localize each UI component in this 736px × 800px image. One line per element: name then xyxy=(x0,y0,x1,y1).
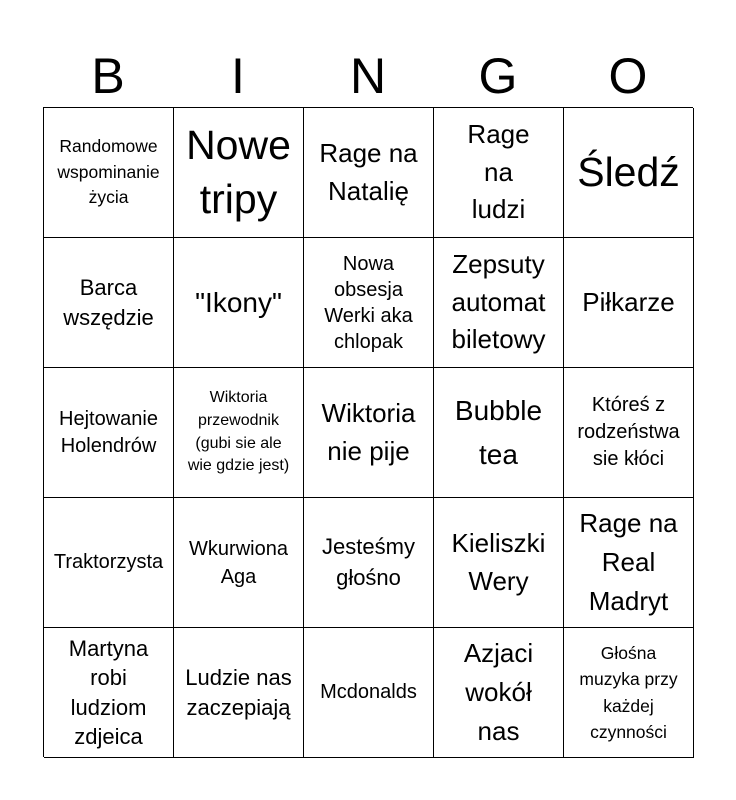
cell-text: Mcdonalds xyxy=(320,681,417,703)
cell-text: Rage na Real Madryt xyxy=(579,508,678,616)
bingo-cell-r3c3[interactable] xyxy=(304,368,434,498)
bingo-cell-r4c1[interactable] xyxy=(44,498,174,628)
bingo-cell-r1c5[interactable] xyxy=(564,108,694,238)
bingo-cell-r4c2[interactable] xyxy=(174,498,304,628)
bingo-cell-r5c4[interactable] xyxy=(434,628,564,758)
bingo-cell-r4c4[interactable] xyxy=(434,498,564,628)
header-letter-g: G xyxy=(478,48,518,104)
cell-text: Wiktoria przewodnik (gubi sie ale wie gdzie jest) xyxy=(187,389,290,475)
cell-text: Martyna robi ludziom zdjeica xyxy=(68,636,149,749)
bingo-cell-r3c1[interactable] xyxy=(44,368,174,498)
bingo-cell-r2c3[interactable] xyxy=(304,238,434,368)
cell-text: Wiktoria nie pije xyxy=(321,397,416,466)
bingo-cell-r5c5[interactable] xyxy=(564,628,694,758)
bingo-cell-r2c5[interactable] xyxy=(564,238,694,368)
cell-text: Kieliszki Wery xyxy=(451,527,546,596)
cell-text: Nowe tripy xyxy=(186,122,291,222)
bingo-cell-r4c3[interactable] xyxy=(304,498,434,628)
cell-text: Śledź xyxy=(577,148,680,195)
bingo-board xyxy=(43,107,693,757)
bingo-cell-r1c1[interactable] xyxy=(44,108,174,238)
bingo-cell-r2c1[interactable] xyxy=(44,238,174,368)
bingo-cell-r1c2[interactable] xyxy=(174,108,304,238)
cell-text: Randomowe wspominanie życia xyxy=(57,135,160,208)
bingo-cell-r5c1[interactable] xyxy=(44,628,174,758)
cell-text: Głośna muzyka przy każdej czynności xyxy=(579,643,678,742)
header-letter-i: I xyxy=(231,48,245,104)
cell-text: Któreś z rodzeństwa sie kłóci xyxy=(577,394,680,470)
bingo-cell-r2c4[interactable] xyxy=(434,238,564,368)
cell-text: Rage na ludzi xyxy=(467,118,530,225)
bingo-cell-r3c4[interactable] xyxy=(434,368,564,498)
cell-text: Traktorzysta xyxy=(53,551,164,573)
bingo-header xyxy=(43,44,693,108)
cell-text: Bubble tea xyxy=(454,395,543,470)
cell-text: Barca wszędzie xyxy=(63,275,154,330)
cell-text: Hejtowanie Holendrów xyxy=(59,407,158,457)
bingo-cell-r1c4[interactable] xyxy=(434,108,564,238)
cell-text: Piłkarze xyxy=(582,286,675,317)
bingo-cell-r3c2[interactable] xyxy=(174,368,304,498)
header-letter-o: O xyxy=(608,48,648,104)
bingo-cell-r3c5[interactable] xyxy=(564,368,694,498)
header-letter-n: N xyxy=(349,48,387,104)
bingo-cell-r5c3[interactable] xyxy=(304,628,434,758)
bingo-cell-r1c3[interactable] xyxy=(304,108,434,238)
cell-text: "Ikony" xyxy=(195,286,282,318)
cell-text: Ludzie nas zaczepiają xyxy=(185,665,292,720)
cell-text: Nowa obsesja Werki aka chlopak xyxy=(324,252,413,353)
cell-text: Rage na Natalię xyxy=(319,137,418,206)
header-letter-b: B xyxy=(91,48,125,104)
cell-text: Wkurwiona Aga xyxy=(189,537,288,588)
cell-text: Azjaci wokół nas xyxy=(463,638,534,746)
bingo-cell-r4c5[interactable] xyxy=(564,498,694,628)
cell-text: Zepsuty automat biletowy xyxy=(451,248,546,355)
cell-text: Jesteśmy głośno xyxy=(322,533,415,590)
bingo-cell-r5c2[interactable] xyxy=(174,628,304,758)
bingo-cell-r2c2[interactable] xyxy=(174,238,304,368)
